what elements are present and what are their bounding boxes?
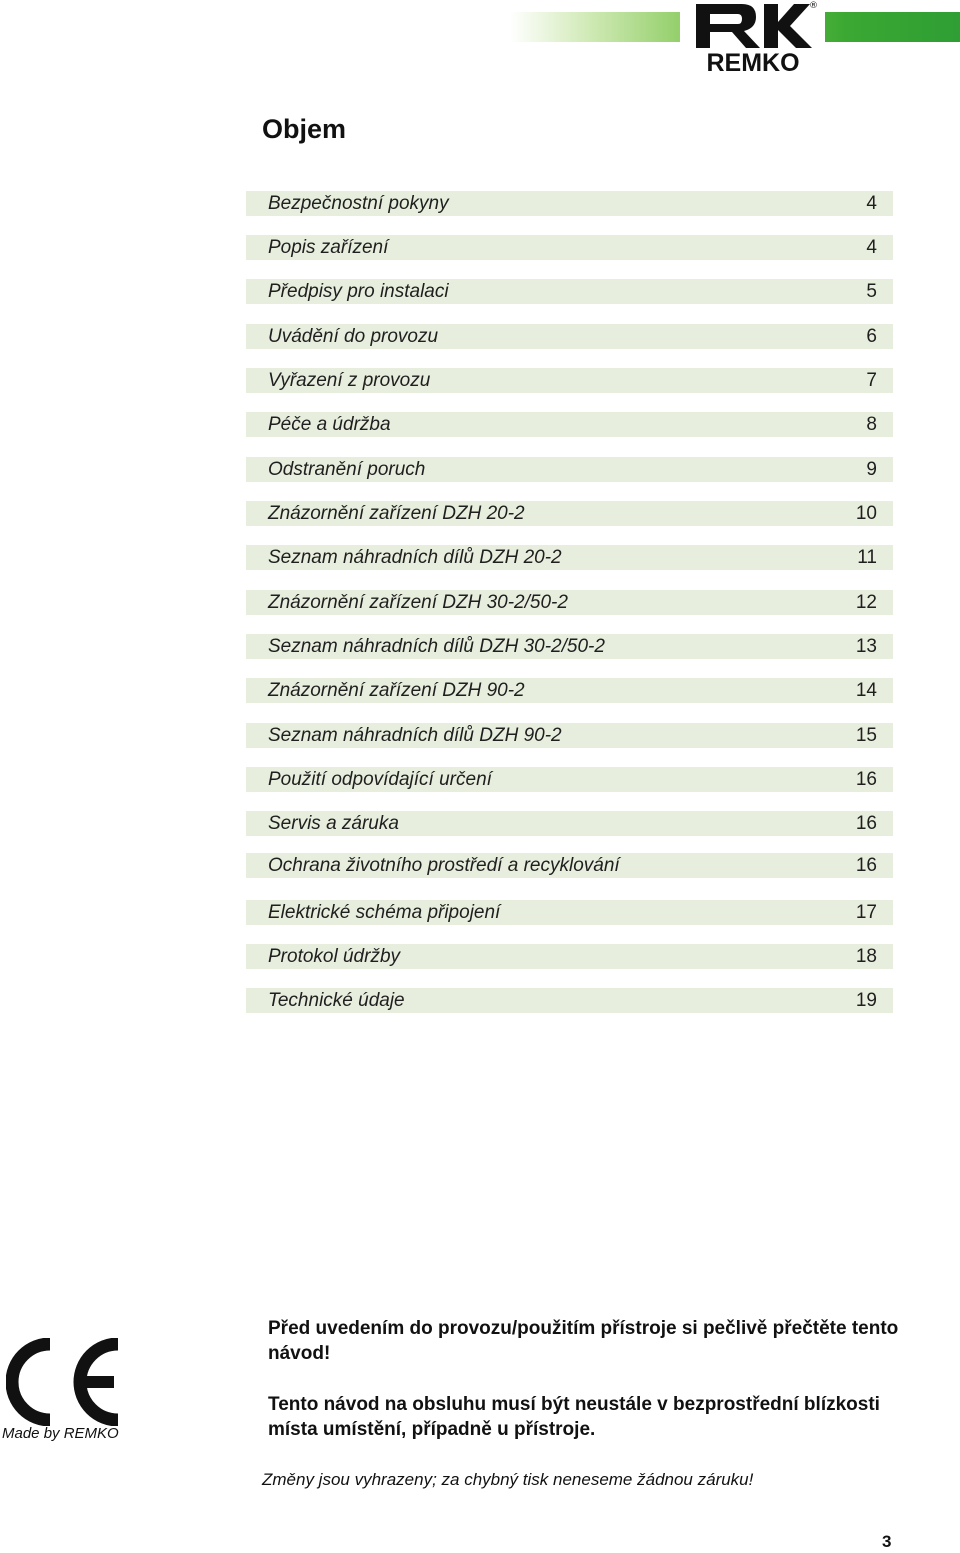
toc-label: Předpisy pro instalaci bbox=[268, 281, 449, 302]
toc-page-number: 18 bbox=[855, 946, 877, 967]
ce-mark-icon bbox=[6, 1338, 122, 1426]
toc-page-number: 16 bbox=[855, 769, 877, 790]
toc-label: Použití odpovídající určení bbox=[268, 769, 492, 790]
toc-row bbox=[246, 988, 893, 1013]
toc-label: Uvádění do provozu bbox=[268, 326, 439, 347]
toc-page-number: 4 bbox=[866, 237, 877, 258]
disclaimer-text: Změny jsou vyhrazeny; za chybný tisk neneseme žádnou záruku! bbox=[262, 1470, 754, 1489]
toc-label: Péče a údržba bbox=[268, 414, 391, 435]
toc-label: Znázornění zařízení DZH 30-2/50-2 bbox=[268, 592, 568, 613]
toc-row bbox=[246, 457, 893, 482]
toc-row bbox=[246, 853, 893, 878]
made-by-label: Made by REMKO bbox=[2, 1425, 119, 1442]
toc-row bbox=[246, 767, 893, 792]
toc-row bbox=[246, 634, 893, 659]
toc-label: Vyřazení z provozu bbox=[268, 370, 431, 391]
toc-page-number: 6 bbox=[866, 326, 877, 347]
toc-page-number: 9 bbox=[866, 459, 877, 480]
toc-page-number: 16 bbox=[855, 855, 877, 876]
toc-row bbox=[246, 412, 893, 437]
toc-label: Ochrana životního prostředí a recyklování bbox=[268, 855, 620, 876]
toc-label: Bezpečnostní pokyny bbox=[268, 193, 449, 214]
toc-row bbox=[246, 900, 893, 925]
toc-page-number: 13 bbox=[855, 636, 877, 657]
toc-page-number: 17 bbox=[855, 902, 877, 923]
toc-page-number: 7 bbox=[866, 370, 877, 391]
toc-row bbox=[246, 191, 893, 216]
registered-mark: ® bbox=[809, 1, 818, 11]
read-manual-notice: Před uvedením do provozu/použitím přístroje si pečlivě přečtěte tento návod! bbox=[268, 1318, 899, 1364]
toc-label: Elektrické schéma připojení bbox=[268, 902, 501, 923]
toc-page-number: 12 bbox=[855, 592, 877, 613]
toc-label: Servis a záruka bbox=[268, 813, 399, 834]
toc-page-number: 14 bbox=[855, 680, 877, 701]
page-number: 3 bbox=[882, 1532, 892, 1551]
toc-row bbox=[246, 723, 893, 748]
toc-row bbox=[246, 279, 893, 304]
page-title: Objem bbox=[262, 114, 347, 144]
toc-row bbox=[246, 811, 893, 836]
toc-label: Popis zařízení bbox=[268, 237, 389, 258]
toc-label: Znázornění zařízení DZH 20-2 bbox=[268, 503, 525, 524]
toc-label: Znázornění zařízení DZH 90-2 bbox=[268, 680, 525, 701]
toc-row bbox=[246, 944, 893, 969]
toc-label: Technické údaje bbox=[268, 990, 405, 1011]
toc-label: Seznam náhradních dílů DZH 20-2 bbox=[268, 547, 562, 568]
toc-label: Seznam náhradních dílů DZH 90-2 bbox=[268, 725, 562, 746]
toc-page-number: 5 bbox=[866, 281, 877, 302]
remko-logo bbox=[680, 0, 825, 82]
toc-row bbox=[246, 324, 893, 349]
toc-row bbox=[246, 501, 893, 526]
toc-page-number: 19 bbox=[855, 990, 877, 1011]
toc-row bbox=[246, 545, 893, 570]
toc-page-number: 15 bbox=[855, 725, 877, 746]
toc-row bbox=[246, 590, 893, 615]
toc-page-number: 8 bbox=[866, 414, 877, 435]
toc-page-number: 10 bbox=[855, 503, 877, 524]
toc-row bbox=[246, 678, 893, 703]
toc-page-number: 4 bbox=[866, 193, 877, 214]
keep-manual-notice: Tento návod na obsluhu musí být neustále v bezprostřední blízkosti místa umístění, případně u přístroje. bbox=[268, 1394, 880, 1440]
toc-page-number: 11 bbox=[857, 547, 877, 568]
toc-row bbox=[246, 368, 893, 393]
toc-page-number: 16 bbox=[855, 813, 877, 834]
toc-label: Seznam náhradních dílů DZH 30-2/50-2 bbox=[268, 636, 605, 657]
toc-label: Protokol údržby bbox=[268, 946, 401, 967]
toc-row bbox=[246, 235, 893, 260]
toc-label: Odstranění poruch bbox=[268, 459, 426, 480]
logo-wordmark: REMKO bbox=[706, 49, 800, 77]
